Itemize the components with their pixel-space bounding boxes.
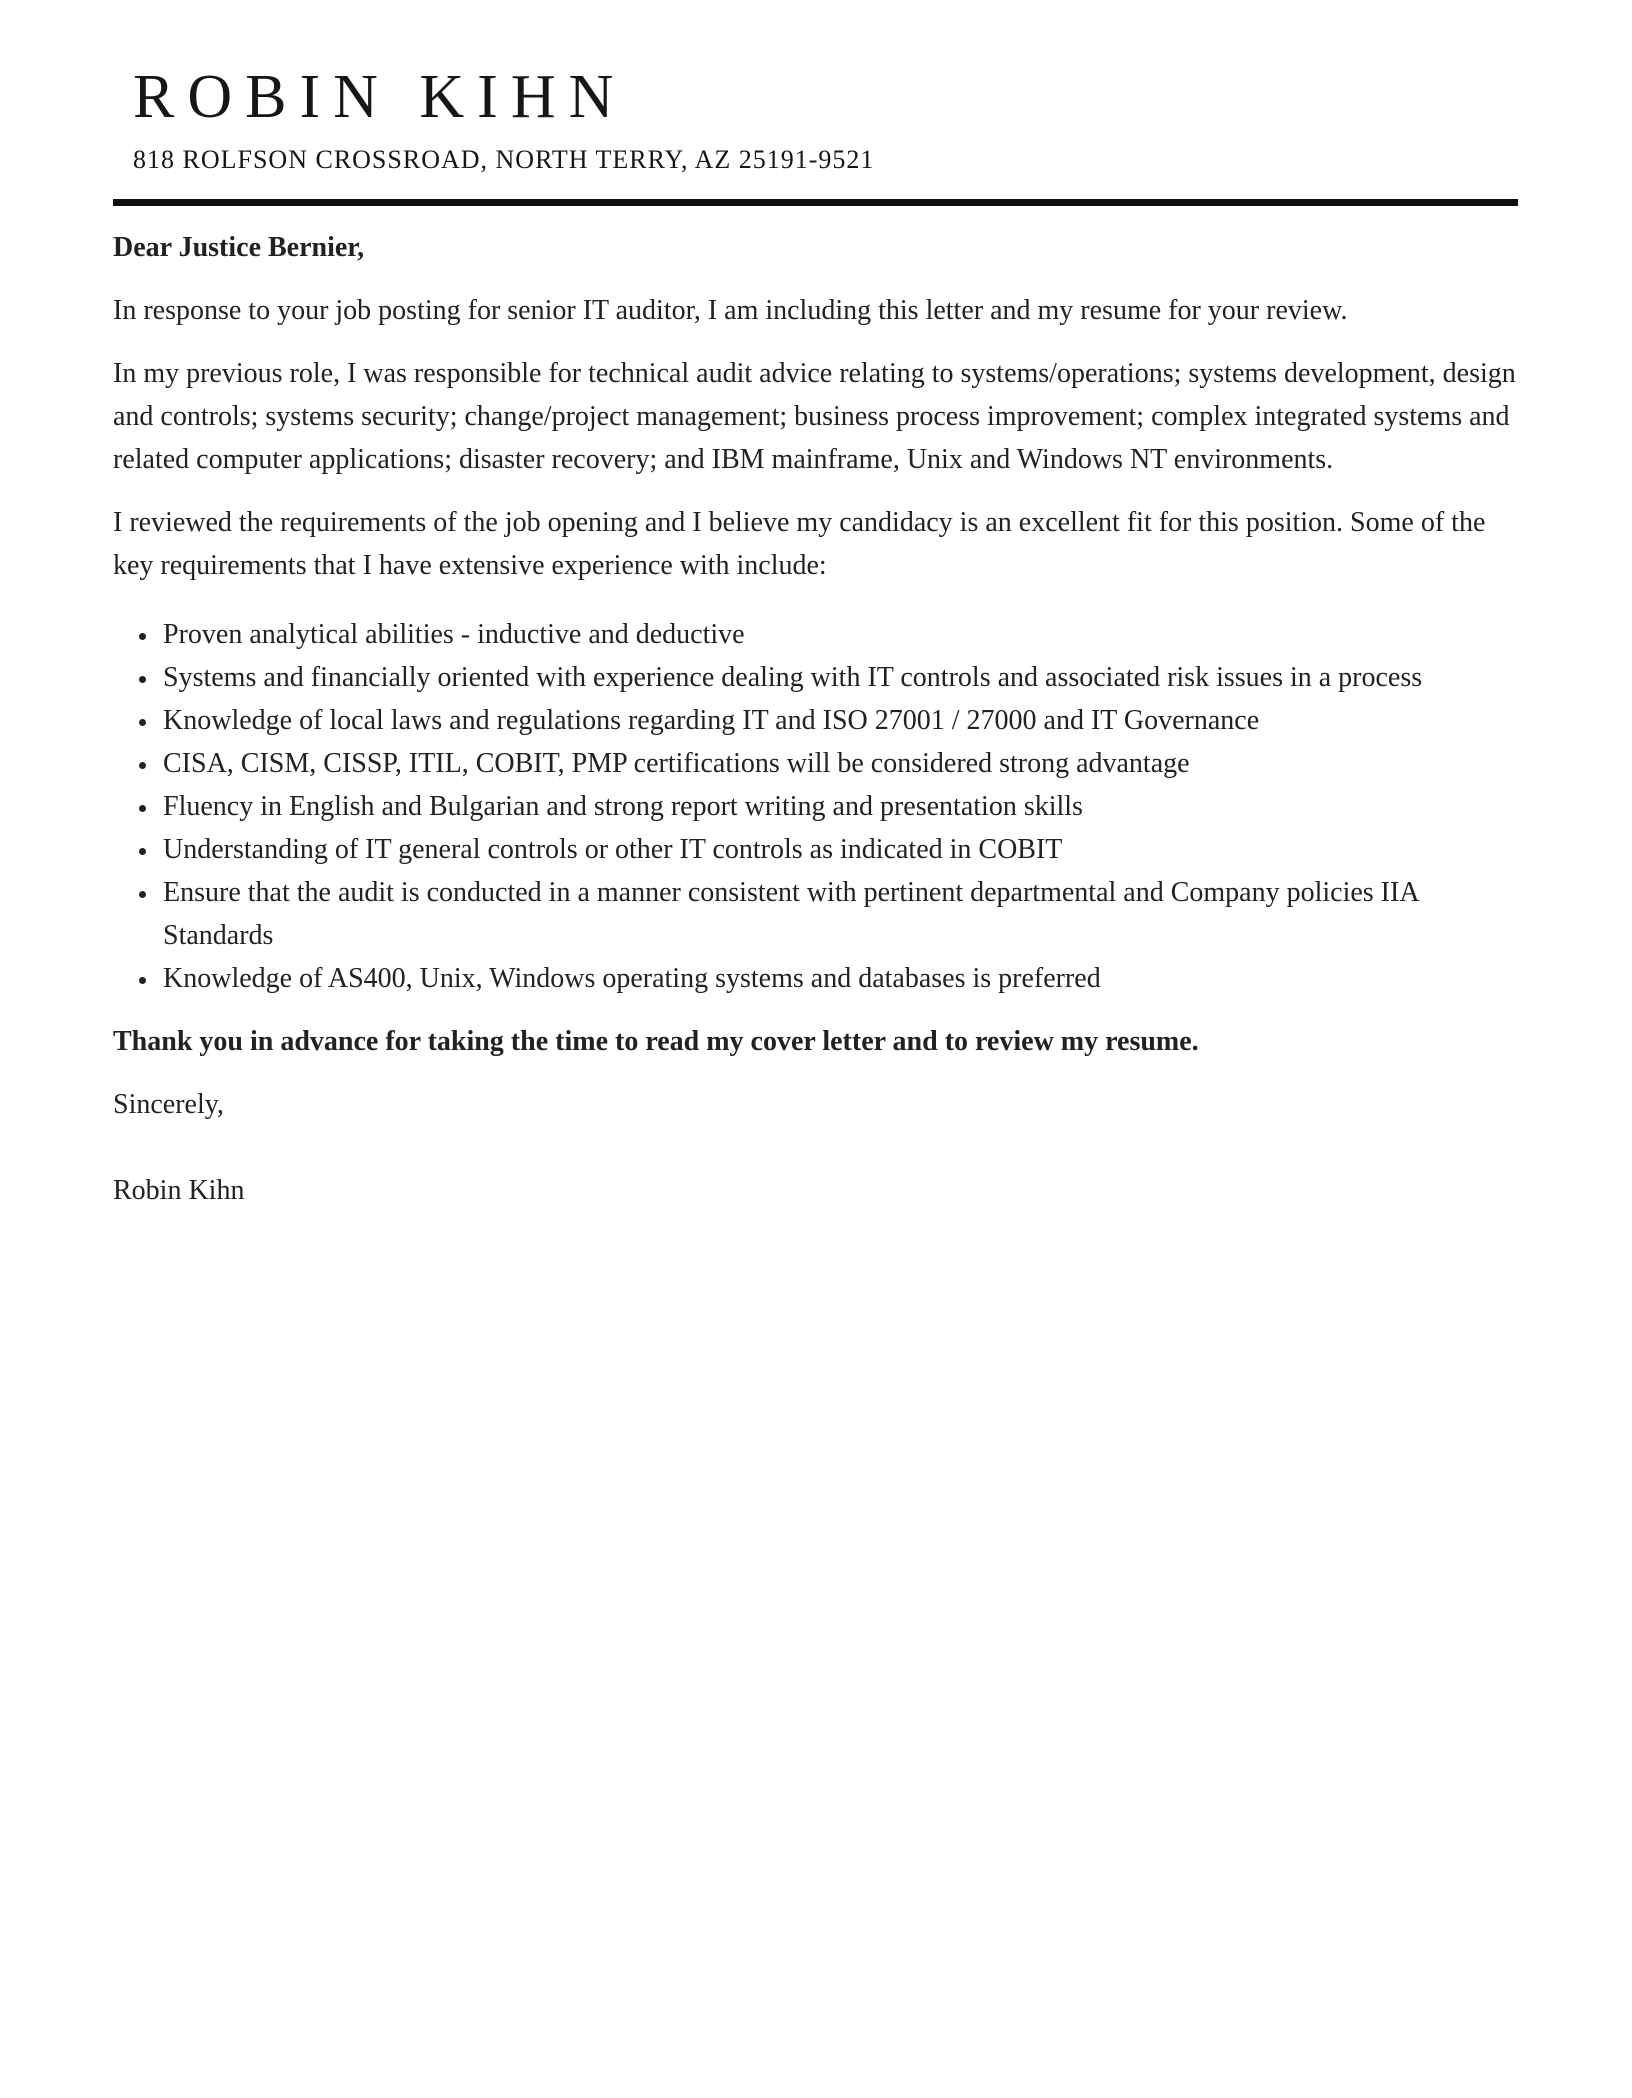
paragraph-requirements-lead: I reviewed the requirements of the job opening and I believe my candidacy is an excellent fit for this position. Some of the key requirements that I have extensive experience with include: — [113, 507, 1486, 582]
list-item: • Understanding of IT general controls or other IT controls as indicated in COBIT — [159, 828, 1518, 871]
paragraph-intro: In response to your job posting for senior IT auditor, I am including this letter and my resume for your review. — [113, 295, 1348, 327]
applicant-name: ROBIN KIHN — [133, 63, 627, 131]
list-item: • Ensure that the audit is conducted in a manner consistent with pertinent departmental and Company policies IIA Standards — [159, 871, 1518, 957]
list-item: • Fluency in English and Bulgarian and strong report writing and presentation skills — [159, 785, 1518, 828]
list-item: • Systems and financially oriented with experience dealing with IT controls and associated risk issues in a process — [159, 656, 1518, 699]
letter-body — [113, 226, 1518, 1212]
signature-block — [113, 1083, 1518, 1212]
salutation: Dear Justice Bernier, — [113, 232, 365, 264]
list-item: • CISA, CISM, CISSP, ITIL, COBIT, PMP certifications will be considered strong advantage — [159, 742, 1518, 785]
applicant-address: 818 ROLFSON CROSSROAD, NORTH TERRY, AZ 25191-9521 — [133, 145, 875, 175]
requirements-list — [113, 613, 1518, 1000]
list-item: • Knowledge of local laws and regulations regarding IT and ISO 27001 / 27000 and IT Governance — [159, 699, 1518, 742]
header-divider — [113, 199, 1518, 206]
signature-name: Robin Kihn — [113, 1175, 245, 1207]
list-item: • Knowledge of AS400, Unix, Windows operating systems and databases is preferred — [159, 957, 1518, 1000]
list-item: • Proven analytical abilities - inductive and deductive — [159, 613, 1518, 656]
letter-header — [113, 0, 1518, 177]
closing-statement: Thank you in advance for taking the time to read my cover letter and to review my resume. — [113, 1026, 1199, 1058]
paragraph-previous-role: In my previous role, I was responsible for technical audit advice relating to systems/operations; systems development, design and controls; systems security; change/project management; business process improvement; complex integrated systems and related computer applications; disaster recovery; and IBM mainframe, Unix and Windows NT environments. — [113, 358, 1516, 476]
signoff-text: Sincerely, — [113, 1089, 224, 1121]
